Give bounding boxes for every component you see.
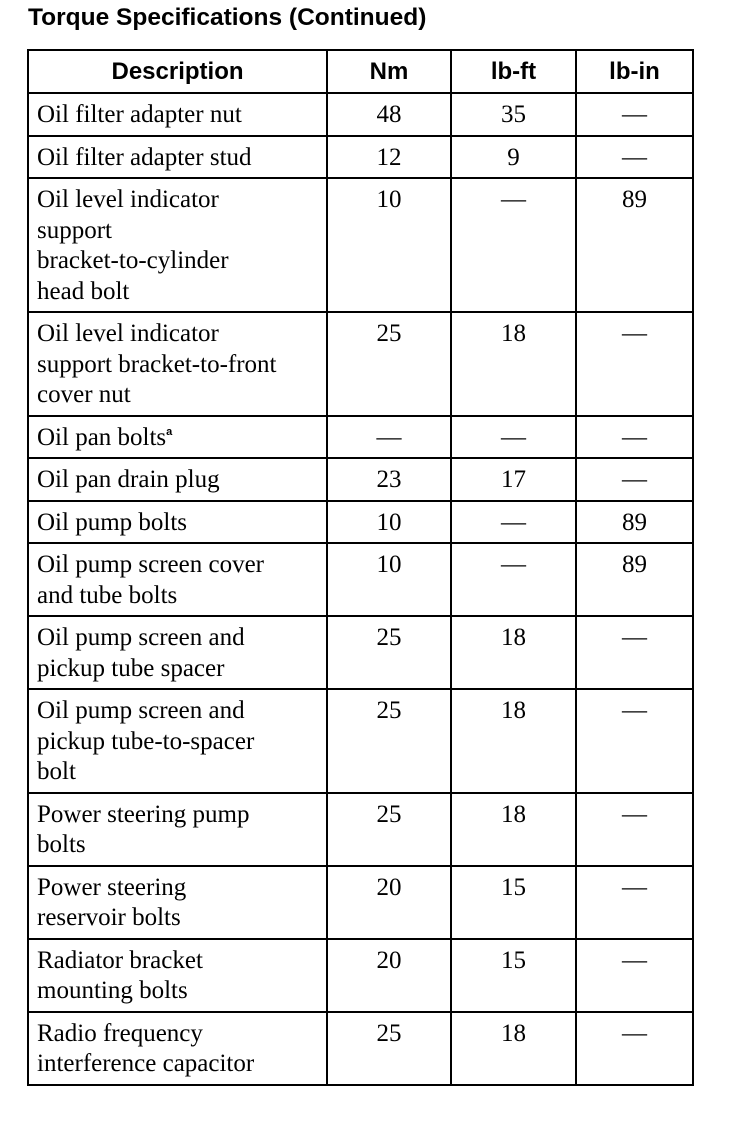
description-line: support bracket-to-front bbox=[37, 350, 277, 378]
description-cell bbox=[28, 312, 327, 416]
lbft-cell: 35 bbox=[451, 93, 576, 136]
nm-cell: 10 bbox=[327, 543, 451, 616]
description-line: Oil pump screen cover bbox=[37, 551, 265, 578]
lbft-cell: — bbox=[451, 178, 576, 312]
lbft-cell: 15 bbox=[451, 939, 576, 1012]
lbin-cell: — bbox=[576, 312, 693, 416]
description-line: Oil filter adapter stud bbox=[37, 143, 252, 171]
description-line: Oil level indicator bbox=[37, 320, 219, 347]
nm-cell: 23 bbox=[327, 458, 451, 501]
lbft-cell: 17 bbox=[451, 458, 576, 501]
description-line: Radio frequency bbox=[37, 1019, 203, 1047]
description-cell bbox=[28, 93, 327, 136]
nm-cell: 25 bbox=[327, 1012, 451, 1085]
description-line: head bolt bbox=[37, 277, 130, 305]
nm-cell: 20 bbox=[327, 866, 451, 939]
lbft-cell: 18 bbox=[451, 312, 576, 416]
header-nm: Nm bbox=[327, 50, 451, 93]
description-line: cover nut bbox=[37, 381, 131, 408]
table-row bbox=[28, 312, 693, 416]
lbin-cell: — bbox=[576, 458, 693, 501]
description-line: bolt bbox=[37, 758, 76, 785]
lbft-cell: — bbox=[451, 501, 576, 544]
description-line: interference capacitor bbox=[37, 1050, 255, 1077]
nm-cell: 20 bbox=[327, 939, 451, 1012]
description-line: mounting bolts bbox=[37, 977, 188, 1004]
description-line: bracket-to-cylinder bbox=[37, 247, 229, 274]
table-row bbox=[28, 501, 693, 544]
table-row bbox=[28, 416, 693, 459]
lbft-cell: 9 bbox=[451, 136, 576, 179]
description-cell bbox=[28, 866, 327, 939]
lbft-cell: 18 bbox=[451, 616, 576, 689]
lbin-cell: 89 bbox=[576, 178, 693, 312]
description-line: support bbox=[37, 216, 112, 244]
description-cell bbox=[28, 136, 327, 179]
nm-cell: 48 bbox=[327, 93, 451, 136]
nm-cell: — bbox=[327, 416, 451, 459]
lbin-cell: — bbox=[576, 616, 693, 689]
footnote-marker: a bbox=[166, 425, 173, 438]
page-title: Torque Specifications (Continued) bbox=[28, 4, 427, 31]
lbin-cell: 89 bbox=[576, 501, 693, 544]
description-line: Oil pump bolts bbox=[37, 508, 188, 536]
lbin-cell: 89 bbox=[576, 543, 693, 616]
description-line: bolts bbox=[37, 831, 86, 858]
table-row bbox=[28, 689, 693, 793]
nm-cell: 25 bbox=[327, 689, 451, 793]
description-line: Power steering bbox=[37, 873, 187, 901]
description-line: Power steering pump bbox=[37, 800, 250, 828]
table-row bbox=[28, 939, 693, 1012]
nm-cell: 25 bbox=[327, 793, 451, 866]
table-body bbox=[28, 93, 693, 1085]
description-line: Oil pump screen and bbox=[37, 697, 245, 724]
lbft-cell: — bbox=[451, 416, 576, 459]
header-lbin: lb-in bbox=[576, 50, 693, 93]
header-lbft: lb-ft bbox=[451, 50, 576, 93]
table-row bbox=[28, 458, 693, 501]
description-line: and tube bolts bbox=[37, 581, 178, 609]
description-line: Oil pan drain plug bbox=[37, 466, 220, 493]
table-row bbox=[28, 543, 693, 616]
description-line: Oil pan bolts bbox=[37, 423, 167, 451]
description-cell bbox=[28, 616, 327, 689]
lbft-cell: 15 bbox=[451, 866, 576, 939]
description-cell bbox=[28, 689, 327, 793]
description-cell bbox=[28, 543, 327, 616]
lbin-cell: — bbox=[576, 1012, 693, 1085]
table-row bbox=[28, 1012, 693, 1085]
lbft-cell: 18 bbox=[451, 689, 576, 793]
torque-spec-table bbox=[27, 49, 694, 1086]
description-cell bbox=[28, 458, 327, 501]
table-header-row bbox=[28, 50, 693, 93]
description-cell bbox=[28, 939, 327, 1012]
table-row bbox=[28, 136, 693, 179]
table-row bbox=[28, 178, 693, 312]
description-cell bbox=[28, 1012, 327, 1085]
header-description: Description bbox=[28, 50, 327, 93]
table-row bbox=[28, 866, 693, 939]
description-line: pickup tube-to-spacer bbox=[37, 727, 255, 755]
lbin-cell: — bbox=[576, 793, 693, 866]
description-line: Oil filter adapter nut bbox=[37, 101, 242, 128]
description-cell bbox=[28, 178, 327, 312]
description-cell bbox=[28, 501, 327, 544]
nm-cell: 12 bbox=[327, 136, 451, 179]
description-line: pickup tube spacer bbox=[37, 654, 225, 682]
lbft-cell: — bbox=[451, 543, 576, 616]
lbin-cell: — bbox=[576, 866, 693, 939]
description-line: Oil level indicator bbox=[37, 186, 219, 213]
lbft-cell: 18 bbox=[451, 793, 576, 866]
lbin-cell: — bbox=[576, 416, 693, 459]
description-line: reservoir bolts bbox=[37, 904, 181, 931]
nm-cell: 10 bbox=[327, 178, 451, 312]
table-row bbox=[28, 793, 693, 866]
lbin-cell: — bbox=[576, 136, 693, 179]
table-row bbox=[28, 616, 693, 689]
description-cell bbox=[28, 793, 327, 866]
nm-cell: 10 bbox=[327, 501, 451, 544]
lbin-cell: — bbox=[576, 93, 693, 136]
lbin-cell: — bbox=[576, 689, 693, 793]
description-line: Radiator bracket bbox=[37, 946, 203, 974]
description-cell bbox=[28, 416, 327, 459]
description-line: Oil pump screen and bbox=[37, 624, 245, 651]
nm-cell: 25 bbox=[327, 616, 451, 689]
lbft-cell: 18 bbox=[451, 1012, 576, 1085]
table-row bbox=[28, 93, 693, 136]
nm-cell: 25 bbox=[327, 312, 451, 416]
lbin-cell: — bbox=[576, 939, 693, 1012]
